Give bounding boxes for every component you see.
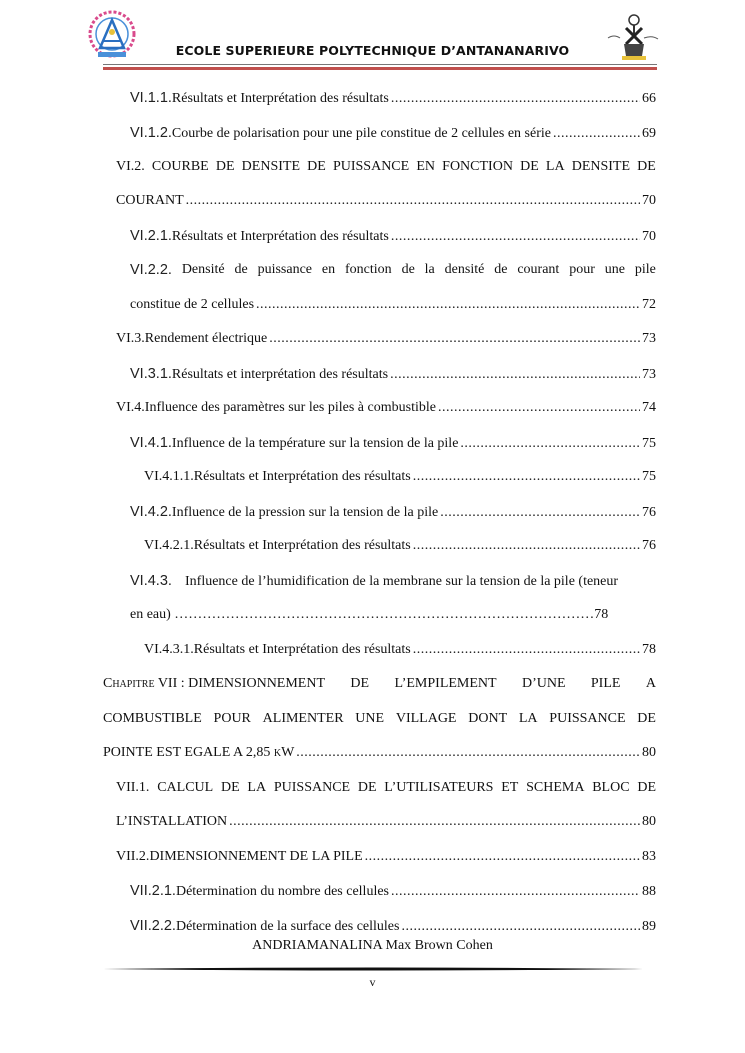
toc-word: A bbox=[645, 676, 656, 691]
dot-leader bbox=[256, 296, 640, 314]
toc-word: ET bbox=[501, 780, 519, 795]
toc-number: VI.4.1. bbox=[130, 435, 172, 451]
toc-number: VI.4.1.1. bbox=[144, 469, 194, 484]
dot-leader bbox=[438, 399, 640, 417]
toc-chapter-vii[interactable] bbox=[103, 744, 656, 762]
toc-entry-vi-4-1-1[interactable] bbox=[144, 468, 656, 486]
toc-number: VI.2.2. bbox=[130, 262, 172, 278]
toc-word: DE bbox=[357, 780, 377, 795]
dot-leader bbox=[553, 125, 640, 143]
toc-entry-vi-2-2-line1[interactable] bbox=[130, 261, 656, 279]
toc-page: 83 bbox=[642, 849, 656, 864]
toc-page: 78 bbox=[642, 642, 656, 657]
toc-page: 72 bbox=[642, 297, 656, 312]
toc-entry-vi-3-1[interactable] bbox=[130, 365, 656, 384]
header-rule bbox=[103, 64, 657, 65]
toc-word: BLOC bbox=[592, 780, 630, 795]
dot-leader bbox=[391, 90, 640, 108]
toc-title: Résultats et Interprétation des résultats bbox=[193, 642, 411, 657]
toc-word: VILLAGE bbox=[395, 711, 457, 726]
toc-word: DE bbox=[350, 676, 370, 691]
toc-word: DONT bbox=[468, 711, 508, 726]
toc-title: COURANT bbox=[116, 193, 184, 208]
toc-number: VII.2. bbox=[116, 849, 150, 864]
toc-word: DE bbox=[215, 159, 235, 174]
toc-entry-vi-3[interactable] bbox=[116, 330, 656, 348]
toc-word: densité bbox=[444, 262, 485, 277]
toc-chapter-vii-line1[interactable] bbox=[103, 675, 656, 693]
toc-entry-vi-4-3-1[interactable] bbox=[144, 641, 656, 659]
toc-word: EN bbox=[416, 159, 436, 174]
toc-word: LA bbox=[247, 780, 267, 795]
dot-leader bbox=[229, 813, 640, 831]
toc-title-text: POINTE EST EGALE A 2,85 bbox=[103, 745, 274, 760]
toc-number: VI.1.1. bbox=[130, 90, 172, 106]
toc-number: VI.4.2. bbox=[130, 504, 172, 520]
toc-entry-vi-4-2[interactable] bbox=[130, 503, 656, 522]
dot-leader bbox=[401, 918, 640, 936]
toc-word: DE bbox=[220, 780, 240, 795]
toc-entry-vii-1[interactable] bbox=[116, 813, 656, 831]
toc-word: CALCUL bbox=[157, 780, 214, 795]
toc-entry-vii-2-1[interactable] bbox=[130, 882, 656, 901]
header-accent-rule bbox=[103, 67, 657, 70]
toc-page: 88 bbox=[642, 884, 656, 899]
toc-word: la bbox=[424, 262, 435, 277]
toc-word: DE bbox=[520, 159, 539, 174]
toc-word: DE bbox=[307, 159, 326, 174]
toc-entry-vii-2[interactable] bbox=[116, 848, 656, 866]
toc-title: Résultats et Interprétation des résultats bbox=[171, 91, 389, 106]
toc-number: VI.3. bbox=[116, 331, 145, 346]
toc-page: 80 bbox=[642, 745, 656, 760]
toc-title: constitue de 2 cellules bbox=[130, 297, 255, 312]
toc-page: 75 bbox=[642, 436, 656, 451]
toc-page: 89 bbox=[642, 919, 656, 934]
toc-word: DE bbox=[637, 159, 656, 174]
toc-entry-vi-4-2-1[interactable] bbox=[144, 537, 656, 555]
toc-word: VII : DIMENSIONNEMENT bbox=[157, 676, 326, 691]
toc-entry-vi-2-line1[interactable] bbox=[116, 158, 656, 176]
dot-leader bbox=[269, 330, 640, 348]
toc-word: D’UNE bbox=[521, 676, 566, 691]
toc-entry-vi-4-3-line1[interactable] bbox=[130, 572, 656, 591]
toc-word: en bbox=[321, 262, 336, 277]
toc-word: LA bbox=[545, 159, 565, 174]
toc-word: courant bbox=[517, 262, 560, 277]
toc-word: FONCTION bbox=[442, 159, 513, 174]
toc-word: COMBUSTIBLE bbox=[103, 711, 202, 726]
dot-leader bbox=[186, 192, 640, 210]
toc-word: de bbox=[234, 262, 248, 277]
toc-title-unit: kW bbox=[273, 745, 295, 760]
chapter-prefix: Chapitre bbox=[103, 676, 155, 691]
toc-word: COURBE bbox=[151, 159, 209, 174]
school-name: ECOLE SUPERIEURE POLYTECHNIQUE D’ANTANANARIVO bbox=[175, 43, 570, 58]
toc-number: VII.2.2. bbox=[130, 918, 176, 934]
toc-word: POUR bbox=[213, 711, 251, 726]
toc-title: Influence de l’humidification de la membrane sur la tension de la pile (teneur bbox=[185, 574, 619, 589]
toc-entry-vi-1-2[interactable] bbox=[130, 124, 656, 143]
toc-number: VI.4.2.1. bbox=[144, 538, 194, 553]
dot-leader bbox=[413, 641, 640, 659]
toc-number: VII.1. bbox=[116, 780, 150, 795]
toc-word: puissance bbox=[257, 262, 313, 277]
toc-number: VI.2. bbox=[116, 159, 145, 174]
toc-title: Résultats et interprétation des résultats bbox=[171, 367, 389, 382]
toc-entry-vi-1-1[interactable] bbox=[130, 89, 656, 108]
toc-title: Influence des paramètres sur les piles à combustible bbox=[144, 400, 436, 415]
toc-title: L’INSTALLATION bbox=[116, 814, 228, 829]
toc-title: Courbe de polarisation pour une pile constitue de 2 cellules en série bbox=[171, 126, 551, 141]
toc-word: PUISSANCE bbox=[273, 780, 351, 795]
toc-word: L’EMPILEMENT bbox=[394, 676, 497, 691]
toc-entry-vi-2-2[interactable] bbox=[130, 296, 656, 314]
toc-word: LA bbox=[518, 711, 538, 726]
toc-entry-vii-2-2[interactable] bbox=[130, 917, 656, 936]
dot-leader bbox=[390, 366, 640, 384]
toc-word: DENSITE bbox=[571, 159, 631, 174]
toc-word: SCHEMA bbox=[526, 780, 585, 795]
author-name: ANDRIAMANALINA Max Brown Cohen bbox=[252, 938, 493, 953]
toc-word: de bbox=[494, 262, 508, 277]
toc-number: VI.1.2. bbox=[130, 125, 172, 141]
dot-leader bbox=[460, 435, 640, 453]
toc-number: VI.4. bbox=[116, 400, 145, 415]
toc-page: 74 bbox=[642, 400, 656, 415]
toc-word: L’UTILISATEURS bbox=[384, 780, 494, 795]
toc-word: pile bbox=[634, 262, 656, 277]
toc-title: Résultats et Interprétation des résultats bbox=[193, 538, 411, 553]
toc-word: Densité bbox=[181, 262, 225, 277]
toc-title: Résultats et Interprétation des résultats bbox=[193, 469, 411, 484]
dot-leader bbox=[440, 504, 640, 522]
toc-chapter-vii-line2[interactable] bbox=[103, 710, 656, 728]
dot-leader bbox=[413, 537, 640, 555]
dot-leader bbox=[413, 468, 640, 486]
toc-title: DIMENSIONNEMENT DE LA PILE bbox=[149, 849, 363, 864]
toc-entry-vi-2[interactable] bbox=[116, 192, 656, 210]
toc-page: 80 bbox=[642, 814, 656, 829]
toc-word: DE bbox=[637, 780, 656, 795]
dot-leader bbox=[391, 228, 640, 246]
toc-number: VI.3.1. bbox=[130, 366, 172, 382]
toc-number: VI.4.3. bbox=[130, 573, 172, 589]
toc-title: Rendement électrique bbox=[144, 331, 268, 346]
toc-page: 70 bbox=[642, 229, 656, 244]
toc-title: en eau) ………………………………………………………………………………78 bbox=[130, 607, 609, 622]
toc-number: VI.2.1. bbox=[130, 228, 172, 244]
toc-page: 76 bbox=[642, 505, 656, 520]
toc-page: 75 bbox=[642, 469, 656, 484]
page-number: v bbox=[369, 975, 376, 989]
toc-title: Influence de la température sur la tension de la pile bbox=[171, 436, 459, 451]
toc-entry-vi-4-1[interactable] bbox=[130, 434, 656, 453]
page-header bbox=[0, 0, 745, 75]
dot-leader bbox=[391, 883, 640, 901]
toc-word: ALIMENTER bbox=[262, 711, 344, 726]
footer-rule bbox=[103, 967, 643, 971]
toc-entry-vii-1-line1[interactable] bbox=[116, 779, 656, 797]
toc-entry-vi-4-3[interactable] bbox=[130, 606, 656, 624]
toc-page: 73 bbox=[642, 331, 656, 346]
toc-title: Résultats et Interprétation des résultats bbox=[171, 229, 389, 244]
toc-word: DENSITE bbox=[241, 159, 300, 174]
toc-page: 69 bbox=[642, 126, 656, 141]
toc-page: 70 bbox=[642, 193, 656, 208]
toc-page: 66 bbox=[642, 91, 656, 106]
dot-leader bbox=[365, 848, 640, 866]
toc-word: fonction bbox=[345, 262, 392, 277]
toc-word: PUISSANCE bbox=[549, 711, 626, 726]
toc-title: Influence de la pression sur la tension de la pile bbox=[171, 505, 439, 520]
toc-entry-vi-2-1[interactable] bbox=[130, 227, 656, 246]
toc-page: 73 bbox=[642, 367, 656, 382]
toc-word: PUISSANCE bbox=[332, 159, 410, 174]
toc-title: Détermination de la surface des cellules bbox=[175, 919, 400, 934]
toc-title: Détermination du nombre des cellules bbox=[175, 884, 390, 899]
toc-number: VI.4.3.1. bbox=[144, 642, 194, 657]
toc-word: de bbox=[401, 262, 415, 277]
toc-word: pour bbox=[569, 262, 595, 277]
dot-leader bbox=[296, 744, 640, 762]
toc-entry-vi-4[interactable] bbox=[116, 399, 656, 417]
toc-number: VII.2.1. bbox=[130, 883, 176, 899]
toc-page: 76 bbox=[642, 538, 656, 553]
toc-word: DE bbox=[637, 711, 656, 726]
toc-title bbox=[103, 744, 294, 762]
toc-word: UNE bbox=[355, 711, 385, 726]
toc-word: une bbox=[604, 262, 625, 277]
toc-word: PILE bbox=[590, 676, 621, 691]
